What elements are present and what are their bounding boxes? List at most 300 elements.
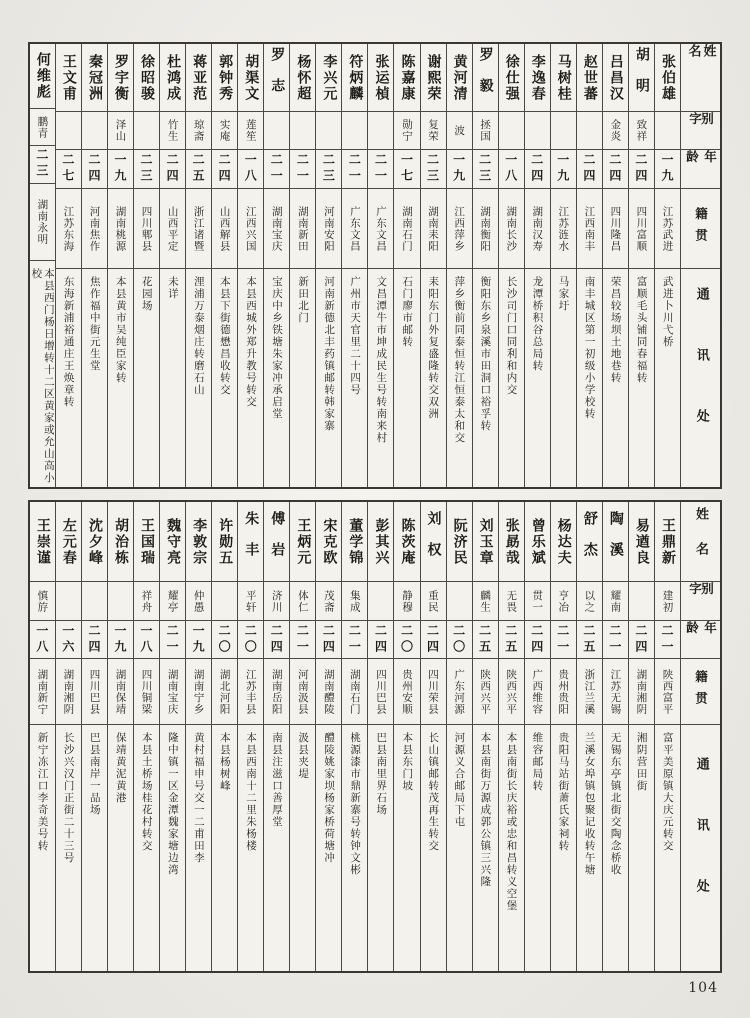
address-cell [655,725,680,971]
native-place-cell-text: 湖南新田 [296,205,309,252]
age-cell [56,150,81,189]
alias-cell [577,582,602,621]
address-cell-text: 南丰城区第一初级小学校转 [583,276,596,420]
alias-cell [82,582,107,621]
header-name-cell [681,44,720,112]
name-cell [629,502,654,582]
native-place-cell-text: 江苏丰县 [244,668,257,715]
name-cell-text: 王崇谨 [34,517,51,566]
name-cell-text: 罗志 [269,46,286,109]
name-cell [134,502,159,582]
address-cell [238,269,263,487]
address-cell [577,725,602,971]
name-cell [394,502,419,582]
alias-cell [551,112,576,150]
native-place-cell-text: 陕西兴平 [505,668,518,715]
native-place-cell [160,659,185,725]
alias-cell-text: 体仁 [296,589,309,613]
name-cell-text: 刘玉章 [477,517,494,566]
age-cell [394,150,419,189]
age-cell-text: 二四 [321,623,336,656]
age-cell-text: 二一 [165,623,180,656]
person-column [81,502,107,971]
alias-cell [264,582,289,621]
alias-cell-text: 耀南 [609,589,622,613]
address-cell [82,725,107,971]
alias-cell-text: 贯一 [531,589,544,613]
address-cell-text: 耒阳东门外复盛隆转交双洲 [427,276,440,420]
native-place-cell [238,659,263,725]
header-native-label: 籍贯 [693,207,709,250]
header-age-label: 年龄 [684,150,718,172]
native-place-cell [499,189,524,269]
name-cell [473,44,498,112]
name-cell [499,44,524,112]
name-cell-text: 易遒良 [633,517,650,566]
native-place-cell-text: 四川铜梁 [140,668,153,715]
alias-cell [447,112,472,150]
native-place-cell [82,189,107,269]
age-cell [551,150,576,189]
native-place-cell [499,659,524,725]
age-cell-text: 一九 [555,153,570,185]
native-place-cell [316,659,341,725]
native-place-cell-text: 江苏武进 [661,205,674,252]
person-column [30,502,55,971]
address-cell-text: 维容邮局转 [531,732,544,792]
name-cell [525,44,550,112]
native-place-cell [629,659,654,725]
alias-cell-text: 建初 [661,589,674,613]
name-cell [82,502,107,582]
address-cell [342,269,367,487]
name-cell [30,44,55,109]
native-place-cell [186,659,211,725]
address-cell-text: 武进卜川弋桥 [661,276,674,348]
native-place-cell-text: 广东文昌 [348,205,361,252]
address-cell-text: 贵阳马站街萧氏家祠转 [557,732,570,852]
address-cell [525,725,550,971]
name-cell [290,44,315,112]
name-cell-text: 沈夕峰 [86,517,103,566]
alias-cell [134,582,159,621]
alias-cell-text: 无畏 [505,589,518,613]
age-cell-text: 二四 [373,623,388,656]
name-cell [134,44,159,112]
name-cell-text: 李兴元 [321,53,338,102]
address-cell [316,269,341,487]
native-place-cell [264,659,289,725]
person-column [30,44,55,487]
name-cell [629,44,654,112]
native-place-cell [447,659,472,725]
alias-cell [316,112,341,150]
name-cell-text: 张运楨 [373,53,390,102]
person-column [55,44,81,487]
alias-cell-text: 仲愚 [192,589,205,613]
header-native-label: 籍贯 [693,670,709,713]
address-cell [186,725,211,971]
native-place-cell [108,659,133,725]
native-place-cell-text: 湖南桃源 [114,205,127,252]
age-cell-text: 二〇 [243,623,258,656]
name-cell [316,44,341,112]
native-place-cell-text: 广东河源 [453,668,466,715]
name-cell-text: 杨怀超 [295,53,312,102]
address-cell-text: 龙潭桥积谷总局转 [531,276,544,372]
person-column [393,44,419,487]
name-cell-text: 秦冠洲 [86,53,103,102]
address-cell-text: 本县东门坡 [401,732,414,792]
native-place-cell [56,659,81,725]
native-place-cell [82,659,107,725]
name-cell-text: 张伯雄 [659,53,676,102]
header-alias-cell [681,112,720,150]
age-cell-text: 二三 [477,153,492,185]
address-cell-text: 巴县南里界石场 [375,732,388,816]
alias-cell-text: 以之 [583,589,596,613]
alias-cell [56,112,81,150]
address-cell [160,269,185,487]
header-column [680,44,720,487]
person-column [185,44,211,487]
person-column [654,502,680,971]
native-place-cell [525,659,550,725]
native-place-cell [30,659,55,725]
alias-cell [316,582,341,621]
age-cell-text: 一九 [191,623,206,656]
name-cell-text: 王国瑞 [139,517,156,566]
person-column [524,502,550,971]
person-column [367,44,393,487]
address-cell [603,725,628,971]
address-cell-text: 新宁冻江口李奇美号转 [36,732,49,852]
age-cell-text: 二〇 [399,623,414,656]
person-column [446,44,472,487]
name-cell-text: 马树桂 [555,53,572,102]
native-place-cell-text: 河南汲县 [296,668,309,715]
age-cell [238,150,263,189]
header-alias-cell [681,582,720,621]
age-cell [342,150,367,189]
age-cell [603,621,628,659]
native-place-cell-text: 湖南湘阴 [62,668,75,715]
header-age-label: 年龄 [684,621,718,643]
person-column [524,44,550,487]
alias-cell-text: 泽山 [114,119,127,142]
name-cell-text: 李敦宗 [191,517,208,566]
age-cell-text: 一八 [243,153,258,185]
age-cell-text: 二三 [425,153,440,185]
address-cell-text: 文昌潭牛市坤成民生号转南来村 [375,276,388,444]
age-cell-text: 一九 [112,153,127,185]
native-place-cell-text: 河南焦作 [88,205,101,252]
address-cell-text: 本县杨树峰 [218,732,231,792]
alias-cell-text: 重民 [427,589,440,613]
age-cell-text: 二一 [347,153,362,185]
native-place-cell [394,659,419,725]
alias-cell [134,112,159,150]
native-place-cell [473,659,498,725]
native-place-cell [577,189,602,269]
alias-cell [212,112,237,150]
age-cell-text: 二一 [659,623,674,656]
native-place-cell-text: 河南安阳 [322,205,335,252]
age-cell-text: 二四 [633,153,648,185]
age-cell [134,621,159,659]
age-cell-text: 二三 [321,153,336,185]
address-cell [551,725,576,971]
name-cell-text: 张勗哉 [503,517,520,566]
native-place-cell-text: 湖南永明 [36,198,49,245]
address-cell-text: 保靖黄泥黄港 [114,732,127,804]
name-cell [30,502,55,582]
alias-cell [447,582,472,621]
person-column [289,502,315,971]
age-cell-text: 二四 [165,153,180,185]
native-place-cell-text: 江苏涟水 [557,205,570,252]
name-cell [82,44,107,112]
native-place-cell-text: 江苏东海 [62,205,75,252]
person-column [211,44,237,487]
name-cell-text: 蒋亚范 [191,53,208,102]
alias-cell [368,112,393,150]
native-place-cell [160,189,185,269]
name-cell [473,502,498,582]
native-place-cell [368,659,393,725]
person-column [498,502,524,971]
native-place-cell [134,189,159,269]
native-place-cell-text: 山西平定 [166,205,179,252]
native-place-cell [212,189,237,269]
age-cell [473,621,498,659]
person-column [211,502,237,971]
alias-cell [577,112,602,150]
age-cell-text: 二一 [295,623,310,656]
age-cell [134,150,159,189]
alias-cell [603,582,628,621]
native-place-cell-text: 湖南岳阳 [270,668,283,715]
name-cell [394,44,419,112]
address-cell [160,725,185,971]
address-cell-text: 石门廖市邮转 [401,276,414,348]
name-cell [551,502,576,582]
age-cell [264,150,289,189]
alias-cell-text: 竹生 [166,119,179,142]
name-cell-text: 朱丰 [243,510,260,573]
alias-cell-text: 鹏青 [36,115,49,139]
alias-cell [30,582,55,621]
native-place-cell [421,659,446,725]
native-place-cell [577,659,602,725]
age-cell [473,150,498,189]
native-place-cell [603,189,628,269]
header-age-cell [681,621,720,659]
age-cell [238,621,263,659]
person-column [159,502,185,971]
address-cell [473,269,498,487]
age-cell [629,150,654,189]
address-cell [108,725,133,971]
person-column [237,502,263,971]
address-cell-text: 本县土桥场桂花村转交 [140,732,153,852]
address-cell-text: 衡阳东乡泉溪市田洞口裕孚转 [479,276,492,432]
address-cell-text: 河南新德北丰药镇邮转韩家寨 [323,276,336,432]
address-cell-text: 新田北门 [297,276,310,324]
alias-cell [551,582,576,621]
person-column [628,44,654,487]
native-place-cell [368,189,393,269]
age-cell-text: 二〇 [217,623,232,656]
alias-cell [342,112,367,150]
name-cell-text: 罗毅 [477,46,494,109]
name-cell [342,44,367,112]
alias-cell [525,112,550,150]
person-column [341,502,367,971]
alias-cell [290,112,315,150]
name-cell [655,44,680,112]
address-cell [421,725,446,971]
address-cell-text: 醴陵姚家坝杨家桥荷塘冲 [323,732,336,864]
native-place-cell [447,189,472,269]
native-place-cell-text: 湖南新宁 [36,668,49,715]
address-cell-text: 东海新浦裕通庄王焕章转 [62,276,75,408]
native-place-cell [264,189,289,269]
age-cell-text: 一九 [112,623,127,656]
native-place-cell-text: 湖北河阳 [218,668,231,715]
name-cell [212,44,237,112]
age-cell [447,150,472,189]
alias-cell [238,582,263,621]
age-cell [525,621,550,659]
alias-cell-text: 济川 [270,589,283,613]
name-cell [368,44,393,112]
age-cell-text: 一八 [503,153,518,185]
age-cell [316,150,341,189]
name-cell-text: 傅岩 [269,510,286,573]
name-cell [499,502,524,582]
person-column [107,44,133,487]
address-cell-text: 焦作福中街元生堂 [88,276,101,372]
alias-cell-text: 琼斋 [192,119,205,142]
directory-table-top [28,42,722,489]
age-cell-text: 二四 [217,153,232,185]
alias-cell [160,582,185,621]
alias-cell [186,582,211,621]
native-place-cell [421,189,446,269]
person-column [654,44,680,487]
age-cell-text: 二四 [529,153,544,185]
person-column [81,44,107,487]
native-place-cell [212,659,237,725]
age-cell-text: 一八 [34,623,49,656]
age-cell-text: 一九 [451,153,466,185]
name-cell-text: 符炳麟 [347,53,364,102]
alias-cell [108,112,133,150]
person-column [263,502,289,971]
address-cell [212,269,237,487]
native-place-cell [655,189,680,269]
alias-cell [473,112,498,150]
native-place-cell-text: 江西萍乡 [453,205,466,252]
age-cell-text: 二三 [139,153,154,185]
name-cell-text: 左元春 [60,517,77,566]
age-cell-text: 二四 [269,623,284,656]
address-cell-text: 本县下街德懋昌收转交 [218,276,231,396]
age-cell [421,621,446,659]
age-cell [421,150,446,189]
address-cell [394,269,419,487]
address-cell [551,269,576,487]
age-cell-text: 二五 [581,623,596,656]
native-place-cell-text: 山西解县 [218,205,231,252]
alias-cell-text: 复荣 [427,119,440,142]
age-cell [160,150,185,189]
native-place-cell [603,659,628,725]
name-cell [421,44,446,112]
header-address-label: 通讯处 [693,756,709,940]
name-cell [238,44,263,112]
address-cell-text: 长山镇邮转茂再生转交 [427,732,440,852]
address-cell-text: 汲县夹堤 [297,732,310,780]
person-column [576,502,602,971]
person-column [628,502,654,971]
native-place-cell-text: 湖南长沙 [505,205,518,252]
age-cell [82,150,107,189]
native-place-cell-text: 广东文昌 [374,205,387,252]
name-cell [56,44,81,112]
name-cell [655,502,680,582]
address-cell [238,725,263,971]
native-place-cell-text: 江西南丰 [583,205,596,252]
age-cell-text: 二五 [503,623,518,656]
native-place-cell-text: 湖南保靖 [114,668,127,715]
native-place-cell-text: 四川郫县 [140,205,153,252]
address-cell [30,725,55,971]
address-cell-text: 本县南街万源成郭公镇三兴隆 [479,732,492,888]
age-cell-text: 二一 [555,623,570,656]
name-cell-text: 陶溪 [607,510,624,573]
native-place-cell [186,189,211,269]
age-cell [629,621,654,659]
name-cell [160,44,185,112]
alias-cell-text: 耀亭 [166,589,179,613]
age-cell [577,621,602,659]
person-column [602,502,628,971]
name-cell-text: 胡渠文 [243,53,260,102]
header-address-label: 通讯处 [693,286,709,470]
age-cell-text: 二四 [86,153,101,185]
age-cell [290,150,315,189]
person-column [420,44,446,487]
header-native-cell [681,189,720,269]
person-column [55,502,81,971]
native-place-cell-text: 湖南宝庆 [270,205,283,252]
native-place-cell-text: 四川巴县 [374,668,387,715]
address-cell [264,269,289,487]
name-cell-text: 陈嘉康 [399,53,416,102]
native-place-cell [290,189,315,269]
name-cell-text: 徐仕强 [503,53,520,102]
person-column [185,502,211,971]
alias-cell [394,582,419,621]
address-cell-text: 本县西南十二里朱杨楼 [244,732,257,852]
name-cell-text: 刘权 [425,510,442,573]
name-cell-text: 谢熙荣 [425,53,442,102]
name-cell [447,44,472,112]
age-cell-text: 二四 [633,623,648,656]
native-place-cell [551,189,576,269]
